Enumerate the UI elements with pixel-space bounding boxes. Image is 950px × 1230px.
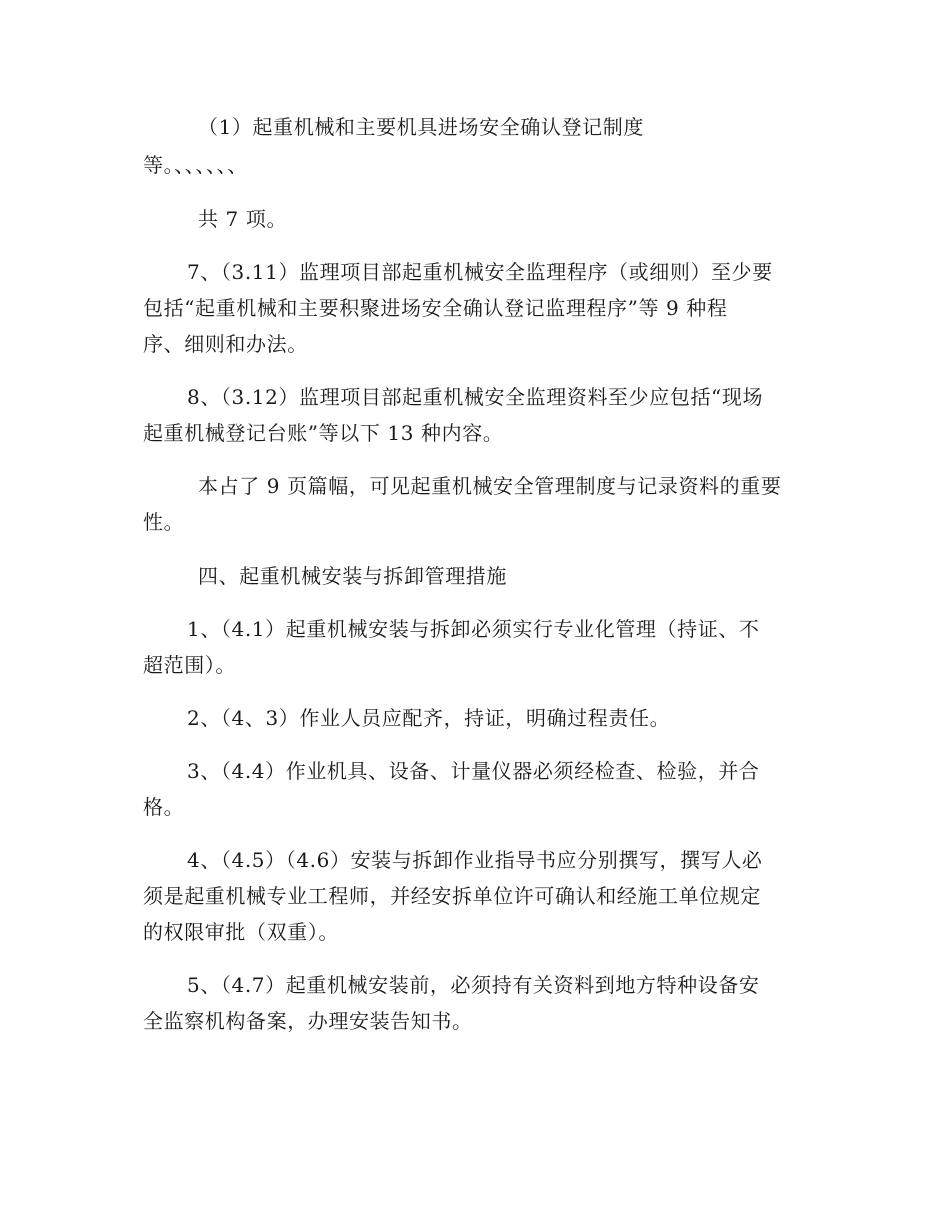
text-line-05: 包括“起重机械和主要积聚进场安全确认登记监理程序”等 9 种程 [143, 296, 728, 320]
text-line-17: 4、（4.5）（4.6）安装与拆卸作业指导书应分别撰写，撰写人必 [187, 848, 763, 872]
text-line-10: 性。 [143, 510, 185, 534]
text-line-06: 序、细则和办法。 [143, 332, 308, 356]
text-line-01: （1）起重机械和主要机具进场安全确认登记制度 [198, 115, 644, 139]
text-line-20: 5、（4.7）起重机械安装前，必须持有关资料到地方特种设备安 [187, 973, 760, 997]
section-heading: 四、起重机械安装与拆卸管理措施 [198, 564, 507, 588]
text-line-16: 格。 [143, 795, 185, 819]
text-line-08: 起重机械登记台账”等以下 13 种内容。 [143, 421, 504, 445]
text-line-09: 本占了 9 页篇幅，可见起重机械安全管理制度与记录资料的重要 [198, 474, 782, 498]
text-line-14: 2、（4、3）作业人员应配齐，持证，明确过程责任。 [187, 706, 671, 730]
text-line-02: 等。、、、、、、 [143, 153, 248, 177]
text-line-15: 3、（4.4）作业机具、设备、计量仪器必须经检查、检验，并合 [187, 759, 760, 783]
text-line-13: 超范围）。 [143, 653, 236, 677]
text-line-04: 7、（3.11）监理项目部起重机械安全监理程序（或细则）至少要 [187, 260, 773, 284]
text-line-07: 8、（3.12）监理项目部起重机械安全监理资料至少应包括“现场 [187, 385, 764, 409]
text-line-19: 的权限审批（双重）。 [143, 920, 339, 944]
text-line-21: 全监察机构备案，办理安装告知书。 [143, 1009, 473, 1033]
text-line-12: 1、（4.1）起重机械安装与拆卸必须实行专业化管理（持证、不 [187, 617, 760, 641]
text-line-03: 共 7 项。 [198, 207, 288, 231]
text-line-18: 须是起重机械专业工程师，并经安拆单位许可确认和经施工单位规定 [143, 884, 761, 908]
